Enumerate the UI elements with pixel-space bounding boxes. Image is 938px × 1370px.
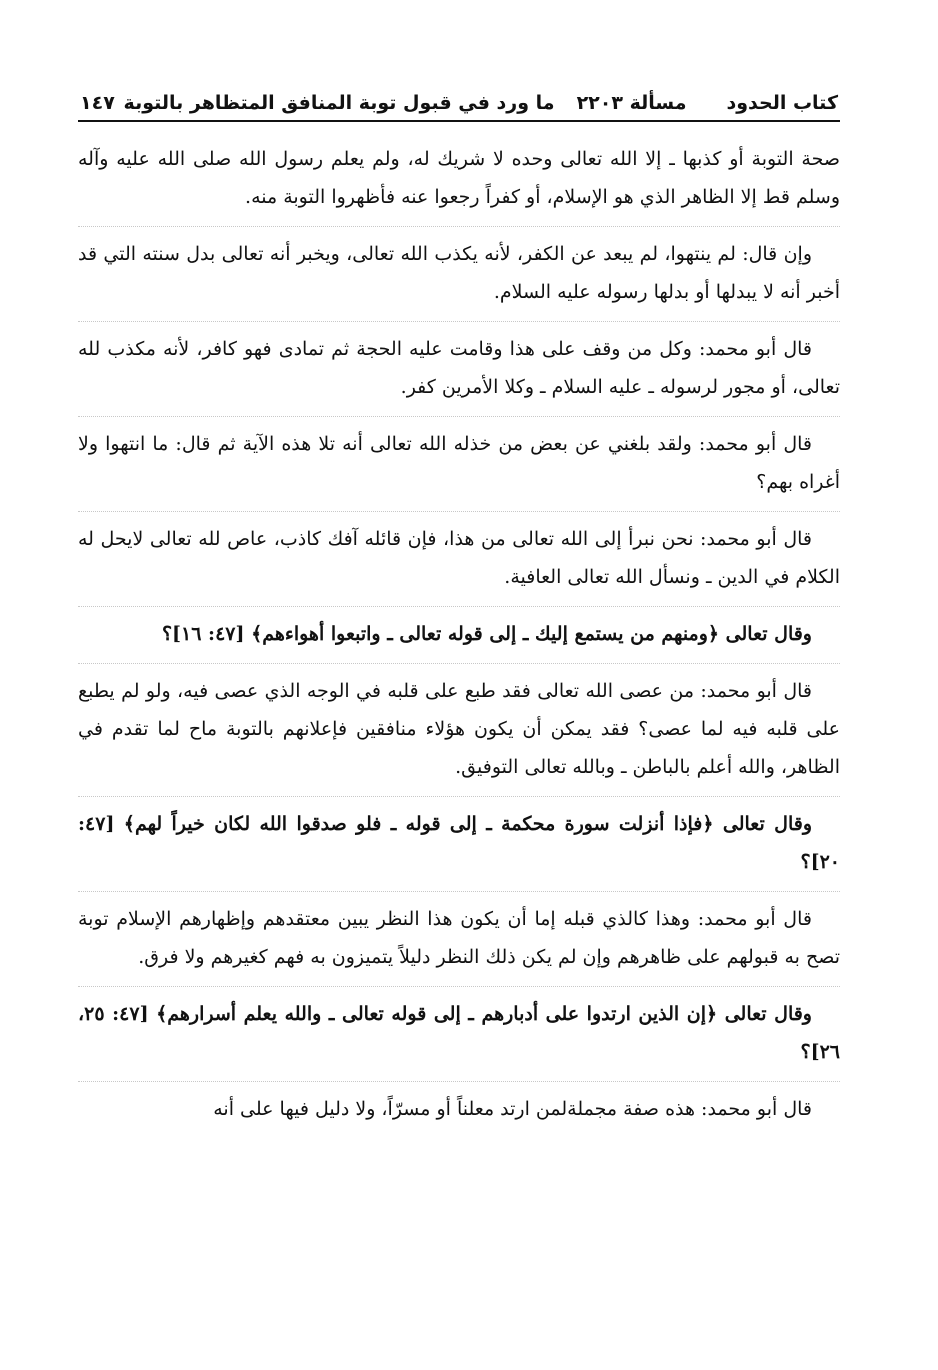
- book-page: [78, 92, 840, 1146]
- paragraph: قال أبو محمد: ولقد بلغني عن بعض من خذله الله تعالى أنه تلا هذه الآية ثم قال: ما انتهوا ولا أغراه بهم؟: [78, 425, 840, 512]
- paragraph: صحة التوبة أو كذبها ـ إلا الله تعالى وحده لا شريك له، ولم يعلم رسول الله صلى الله عليه وآله وسلم قط إلا الظاهر الذي هو الإسلام، أو كفراً رجعوا عنه فأظهروا التوبة منه.: [78, 140, 840, 227]
- paragraph: قال أبو محمد: وكل من وقف على هذا وقامت عليه الحجة ثم تمادى فهو كافر، لأنه مكذب لله تعالى، أو مجور لرسوله ـ عليه السلام ـ وكلا الأمرين كفر.: [78, 330, 840, 417]
- quran-quote: وقال تعالى ﴿إن الذين ارتدوا على أدبارهم ـ إلى قوله تعالى ـ والله يعلم أسرارهم﴾ [٤٧: ٢٥، ٢٦]؟: [78, 995, 840, 1082]
- paragraph: قال أبو محمد: من عصى الله تعالى فقد طبع على قلبه في الوجه الذي عصى فيه، ولو لم يطبع على قلبه فيه لما عصى؟ فقد يمكن أن يكون هؤلاء منافقين فإعلانهم بالتوبة ماح لما تقدم في الظاهر، والله أعلم بالباطن ـ وبالله تعالى التوفيق.: [78, 672, 840, 797]
- section-title: ما ورد في قبول توبة المنافق المتظاهر بالتوبة: [123, 92, 555, 114]
- page-number: ١٤٧: [80, 92, 115, 114]
- running-header: [78, 92, 840, 122]
- quran-quote: وقال تعالى ﴿ومنهم من يستمع إليك ـ إلى قوله تعالى ـ واتبعوا أهواءهم﴾ [٤٧: ١٦]؟: [78, 615, 840, 664]
- quran-quote: وقال تعالى ﴿فإذا أنزلت سورة محكمة ـ إلى قوله ـ فلو صدقوا الله لكان خيراً لهم﴾ [٤٧: ٢٠]؟: [78, 805, 840, 892]
- header-center: [124, 92, 687, 114]
- paragraph: قال أبو محمد: وهذا كالذي قبله إما أن يكون هذا النظر يبين معتقدهم وإظهارهم الإسلام توبة تصح به قبولهم على ظاهرهم وإن لم يكن ذلك النظر دليلاً يتميزون به فهم كغيرهم ولا فرق.: [78, 900, 840, 987]
- issue-number: مسألة ٢٢٠٣: [576, 92, 687, 114]
- paragraph: قال أبو محمد: هذه صفة مجملةلمن ارتد معلناً أو مسرّاً، ولا دليل فيها على أنه: [213, 1098, 812, 1120]
- page-body: [78, 140, 840, 1138]
- book-title: كتاب الحدود: [726, 92, 838, 114]
- paragraph: وإن قال: لم ينتهوا، لم يبعد عن الكفر، لأنه يكذب الله تعالى، ويخبر أنه تعالى بدل سنته التي قد أخبر أنه لا يبدلها أو بدلها رسوله عليه السلام.: [78, 235, 840, 322]
- paragraph: قال أبو محمد: نحن نبرأ إلى الله تعالى من هذا، فإن قائله آفك كاذب، عاص لله تعالى لايحل له الكلام في الدين ـ ونسأل الله تعالى العافية.: [78, 520, 840, 607]
